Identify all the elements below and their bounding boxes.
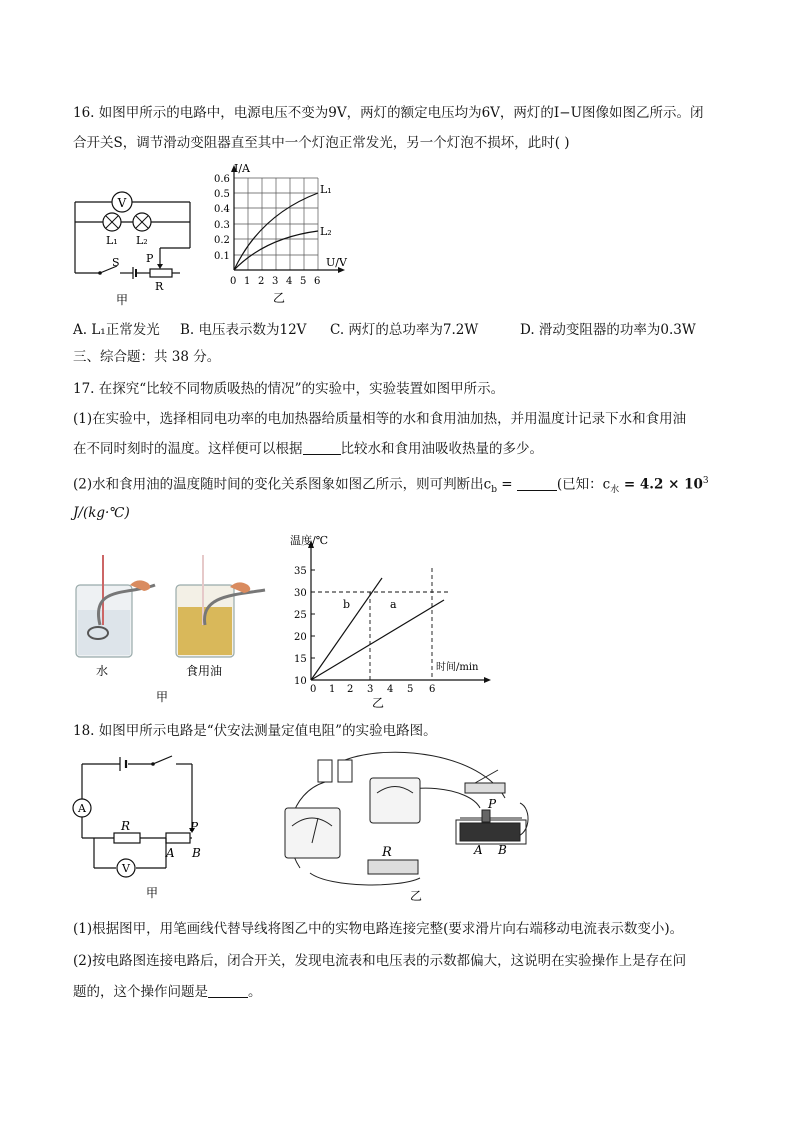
q17-fig-jia-caption: 甲 — [156, 690, 169, 704]
answer-blank-1[interactable] — [303, 440, 341, 455]
q16-text-line2: 合开关S，调节滑动变阻器直至其中一个灯泡正常发光，另一个灯泡不损坏，此时( ) — [73, 135, 570, 151]
label-oil: 食用油 — [186, 664, 223, 678]
xtick: 3 — [272, 276, 279, 287]
xtick: 0 — [310, 684, 317, 695]
option-c[interactable]: C. 两灯的总功率为7.2W — [330, 322, 479, 338]
option-b[interactable]: B. 电压表示数为12V — [180, 322, 307, 338]
ytick: 0.5 — [214, 189, 230, 200]
lamp-l2-label: L₂ — [136, 234, 148, 247]
ytick: 20 — [294, 632, 307, 643]
q17-text-line2: (1)在实验中，选择相同电功率的电加热器给质量相等的水和食用油加热，并用温度计记录下水和食用油 — [73, 411, 687, 427]
answer-blank-3[interactable] — [208, 983, 248, 998]
slider-p-label: P — [190, 820, 199, 834]
ytick: 25 — [294, 610, 307, 621]
q18-apparatus-drawing — [270, 748, 540, 908]
ammeter-label: A — [78, 802, 86, 815]
switch-s-label: S — [112, 256, 120, 269]
q16-graph-xlabel: U/V — [326, 256, 347, 269]
q17-graph-ylabel: 温度/℃ — [290, 534, 329, 547]
ytick: 35 — [294, 566, 307, 577]
slider-p-label: P — [488, 797, 497, 811]
lamp-l1-label: L₁ — [106, 234, 118, 247]
q18-circuit-diagram — [68, 752, 218, 902]
xtick: 6 — [314, 276, 321, 287]
q18-text-line3: (2)按电路图连接电路后，闭合开关，发现电流表和电压表的示数都偏大，这说明在实验操作上是存在问 — [73, 953, 687, 969]
ytick: 10 — [294, 676, 307, 687]
xtick: 1 — [329, 684, 336, 695]
label-water: 水 — [96, 664, 109, 678]
resistor-r-label: R — [121, 819, 131, 833]
xtick: 6 — [429, 684, 436, 695]
q17-beaker-photo — [70, 555, 280, 705]
terminal-b-label: B — [498, 843, 507, 857]
q17-fig-yi-caption: 乙 — [372, 696, 385, 710]
xtick: 2 — [347, 684, 354, 695]
series-l1-label: L₁ — [320, 183, 332, 196]
series-l2-label: L₂ — [320, 225, 332, 238]
terminal-a-label: A — [474, 843, 483, 857]
ytick: 0.4 — [214, 204, 230, 215]
xtick: 1 — [244, 276, 251, 287]
q18-text-line4: 题的，这个操作问题是 。 — [73, 984, 262, 1000]
q17-text-line1: 17. 在探究“比较不同物质吸热的情况”的实验中，实验装置如图甲所示。 — [73, 381, 505, 397]
q16-iu-graph — [210, 160, 360, 310]
xtick: 0 — [230, 276, 237, 287]
q17-graph-xlabel: 时间/min — [436, 662, 479, 673]
ytick: 0.3 — [214, 220, 230, 231]
voltmeter-label: V — [122, 862, 130, 875]
ytick: 15 — [294, 654, 307, 665]
option-a[interactable]: A. L₁正常发光 — [73, 322, 160, 338]
q18-text-line2: (1)根据图甲，用笔画线代替导线将图乙中的实物电路连接完整(要求滑片向右端移动电流表示数变小)。 — [73, 921, 684, 937]
xtick: 4 — [286, 276, 293, 287]
xtick: 5 — [300, 276, 307, 287]
ytick: 0.2 — [214, 235, 230, 246]
q16-graph-ylabel: I/A — [234, 162, 250, 175]
ytick: 30 — [294, 588, 307, 599]
resistor-r-label: R — [382, 845, 392, 860]
xtick: 5 — [407, 684, 414, 695]
q17-text-line3: 在不同时刻时的温度。这样便可以根据 比较水和食用油吸收热量的多少。 — [73, 441, 543, 457]
q18-fig-jia-caption: 甲 — [146, 886, 159, 900]
ytick: 0.6 — [214, 174, 230, 185]
q18-fig-yi-caption: 乙 — [410, 889, 423, 903]
line-a-label: a — [390, 598, 397, 611]
q17-temperature-graph — [286, 530, 496, 710]
ytick: 0.1 — [214, 251, 230, 262]
voltmeter-label: V — [117, 196, 127, 210]
slider-p-label: P — [146, 252, 154, 265]
q16-fig-yi-caption: 乙 — [273, 291, 286, 305]
answer-blank-2[interactable] — [517, 476, 557, 491]
q16-text-line1: 16. 如图甲所示的电路中，电源电压不变为9V，两灯的额定电压均为6V，两灯的I−U图像如图乙所示。闭 — [73, 105, 704, 121]
terminal-a-label: A — [166, 846, 175, 860]
option-d[interactable]: D. 滑动变阻器的功率为0.3W — [520, 322, 696, 338]
q16-circuit-diagram — [70, 180, 200, 310]
terminal-b-label: B — [192, 846, 201, 860]
q17-text-line4: (2)水和食用油的温度随时间的变化关系图象如图乙所示，则可判断出$c_b$ = (已知：$c_水 = 4.2 \times 10^3$ — [73, 476, 709, 496]
q17-text-line5: J/(kg·℃) — [73, 505, 130, 521]
xtick: 2 — [258, 276, 265, 287]
q18-text-line1: 18. 如图甲所示电路是“伏安法测量定值电阻”的实验电路图。 — [73, 723, 437, 739]
q16-fig-jia-caption: 甲 — [116, 293, 129, 307]
line-b-label: b — [343, 598, 351, 611]
section-3-heading: 三、综合题：共 38 分。 — [73, 349, 221, 365]
rheostat-r-label: R — [155, 280, 164, 293]
xtick: 3 — [367, 684, 374, 695]
xtick: 4 — [387, 684, 394, 695]
